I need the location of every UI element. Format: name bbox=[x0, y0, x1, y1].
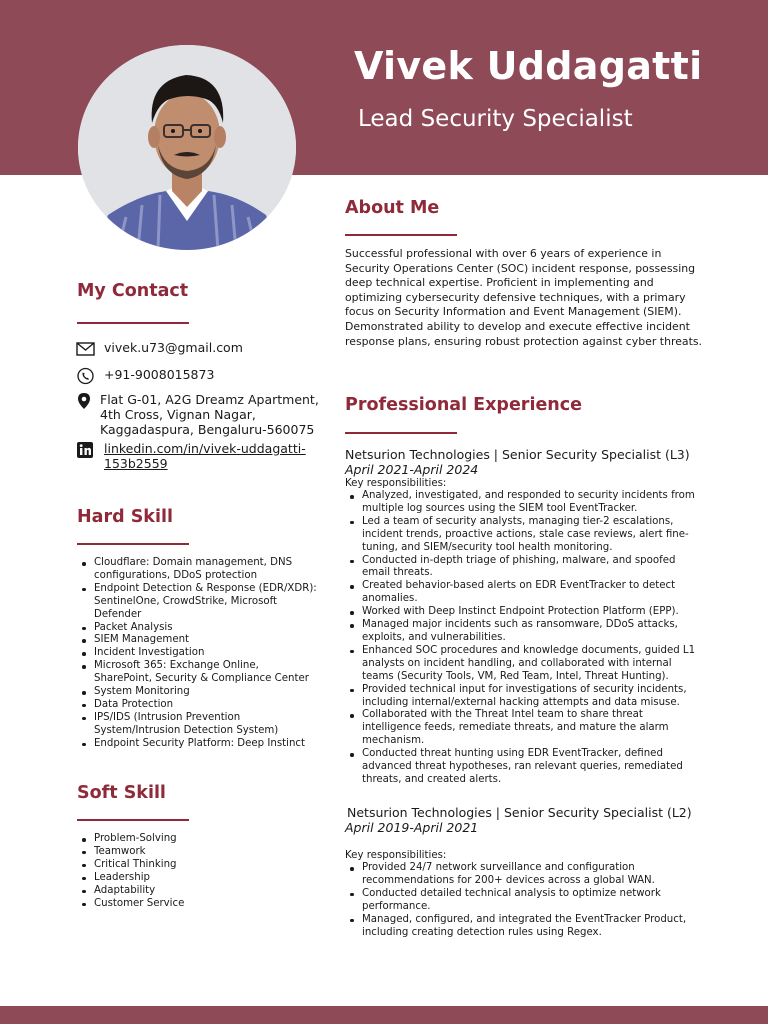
contact-email[interactable]: vivek.u73@gmail.com bbox=[104, 340, 243, 355]
contact-email-row[interactable] bbox=[76, 340, 243, 358]
job-dates: April 2019-April 2021 bbox=[345, 820, 479, 835]
soft-skill-item: Customer Service bbox=[78, 898, 278, 911]
linkedin-link-line-2[interactable]: 153b2559 bbox=[104, 456, 168, 471]
about-heading: About Me bbox=[345, 198, 440, 218]
job-responsibility: Provided 24/7 network surveillance and configuration recommendations for 200+ devices across a global WAN. bbox=[345, 862, 705, 888]
linkedin-link-line-1[interactable]: linkedin.com/in/vivek-uddagatti- bbox=[104, 441, 306, 456]
contact-phone-row[interactable] bbox=[76, 367, 214, 385]
hard-skill-item: Data Protection bbox=[78, 699, 318, 712]
address-line-3: Kaggadaspura, Bengaluru-560075 bbox=[100, 422, 315, 437]
job-responsibility: Enhanced SOC procedures and knowledge documents, guided L1 analysts on incident handling, and collaborated with internal teams (Security Tools, VM, Red Team, Intel, Threat Hunting). bbox=[345, 645, 705, 684]
address-line-1: Flat G-01, A2G Dreamz Apartment, bbox=[100, 392, 319, 407]
soft-skill-item: Teamwork bbox=[78, 846, 278, 859]
job-dates: April 2021-April 2024 bbox=[345, 462, 479, 477]
job-responsibility: Led a team of security analysts, managing tier-2 escalations, incident trends, proactive actions, stale case reviews, alert fine-tuning, and SIEM/security tool health monitoring. bbox=[345, 516, 705, 555]
soft-skill-divider bbox=[77, 819, 189, 821]
job-responsibility: Created behavior-based alerts on EDR EventTracker to detect anomalies. bbox=[345, 580, 705, 606]
footer-band bbox=[0, 1006, 768, 1024]
location-pin-icon bbox=[76, 392, 96, 410]
envelope-icon bbox=[76, 340, 96, 358]
soft-skill-list bbox=[78, 833, 278, 910]
contact-address bbox=[100, 392, 319, 437]
job-title: Netsurion Technologies | Senior Security Specialist (L3) bbox=[345, 447, 690, 462]
hard-skill-item: System Monitoring bbox=[78, 686, 318, 699]
soft-skill-item: Problem-Solving bbox=[78, 833, 278, 846]
job-title: Netsurion Technologies | Senior Security Specialist (L2) bbox=[347, 805, 692, 820]
job-responsibility: Conducted in-depth triage of phishing, malware, and spoofed email threats. bbox=[345, 555, 705, 581]
hard-skill-item: Cloudflare: Domain management, DNS configurations, DDoS protection bbox=[78, 557, 318, 583]
candidate-title: Lead Security Specialist bbox=[358, 106, 633, 132]
soft-skill-item: Critical Thinking bbox=[78, 859, 278, 872]
job-responsibility: Conducted detailed technical analysis to optimize network performance. bbox=[345, 888, 705, 914]
job-responsibility-list bbox=[345, 862, 705, 939]
job-responsibility-list bbox=[345, 490, 705, 787]
experience-heading: Professional Experience bbox=[345, 395, 583, 415]
profile-photo-drawing bbox=[78, 45, 296, 250]
soft-skill-item: Leadership bbox=[78, 872, 278, 885]
hard-skill-item: SIEM Management bbox=[78, 634, 318, 647]
linkedin-link[interactable] bbox=[104, 441, 306, 471]
job-key-responsibilities: Key responsibilities: bbox=[345, 478, 447, 489]
job-key-responsibilities: Key responsibilities: bbox=[345, 850, 447, 861]
phone-icon bbox=[76, 367, 96, 385]
hard-skill-item: IPS/IDS (Intrusion Prevention System/Intrusion Detection System) bbox=[78, 712, 318, 738]
job-responsibility: Provided technical input for investigations of security incidents, including internal/external hacking attempts and data misuse. bbox=[345, 684, 705, 710]
contact-divider bbox=[77, 322, 189, 324]
hard-skill-item: Incident Investigation bbox=[78, 647, 318, 660]
contact-phone[interactable]: +91-9008015873 bbox=[104, 367, 215, 382]
contact-heading: My Contact bbox=[77, 281, 189, 301]
job-responsibility: Analyzed, investigated, and responded to security incidents from multiple log sources using the SIEM tool EventTracker. bbox=[345, 490, 705, 516]
about-text: Successful professional with over 6 years of experience in Security Operations Center (SOC) incident response, possessing deep technical expertise. Proficient in implementing and optimizing cybersecurity defensive techniques, with a primary focus on Security Information and Event Management (SIEM). Demonstrated ability to develop and execute effective incident response plans, ensuring robust protection against cyber threats. bbox=[345, 247, 702, 348]
hard-skill-list bbox=[78, 557, 318, 751]
job-responsibility: Worked with Deep Instinct Endpoint Protection Platform (EPP). bbox=[345, 606, 705, 619]
hard-skill-item: Endpoint Detection & Response (EDR/XDR): SentinelOne, CrowdStrike, Microsoft Defender bbox=[78, 583, 318, 622]
soft-skill-item: Adaptability bbox=[78, 885, 278, 898]
job-responsibility: Conducted threat hunting using EDR EventTracker, defined advanced threat hypotheses, ran relevant queries, remediated threats, and created alerts. bbox=[345, 748, 705, 787]
experience-divider bbox=[345, 432, 457, 434]
soft-skill-heading: Soft Skill bbox=[77, 783, 166, 803]
address-line-2: 4th Cross, Vignan Nagar, bbox=[100, 407, 256, 422]
linkedin-icon bbox=[76, 441, 96, 459]
contact-linkedin-row[interactable] bbox=[76, 441, 306, 471]
job-entry-l3 bbox=[345, 447, 705, 787]
profile-photo bbox=[78, 45, 296, 250]
hard-skill-item: Packet Analysis bbox=[78, 622, 318, 635]
hard-skill-divider bbox=[77, 543, 189, 545]
hard-skill-item: Endpoint Security Platform: Deep Instinct bbox=[78, 738, 318, 751]
hard-skill-heading: Hard Skill bbox=[77, 507, 173, 527]
job-entry-l2 bbox=[345, 805, 705, 939]
hard-skill-item: Microsoft 365: Exchange Online, SharePoint, Security & Compliance Center bbox=[78, 660, 318, 686]
contact-address-row bbox=[76, 392, 319, 437]
candidate-name: Vivek Uddagatti bbox=[354, 44, 703, 88]
job-responsibility: Managed major incidents such as ransomware, DDoS attacks, exploits, and vulnerabilities. bbox=[345, 619, 705, 645]
job-responsibility: Collaborated with the Threat Intel team to share threat intelligence feeds, remediate threats, and mature the alarm mechanism. bbox=[345, 709, 705, 748]
about-divider bbox=[345, 234, 457, 236]
job-responsibility: Managed, configured, and integrated the EventTracker Product, including creating detection rules using Regex. bbox=[345, 914, 705, 940]
